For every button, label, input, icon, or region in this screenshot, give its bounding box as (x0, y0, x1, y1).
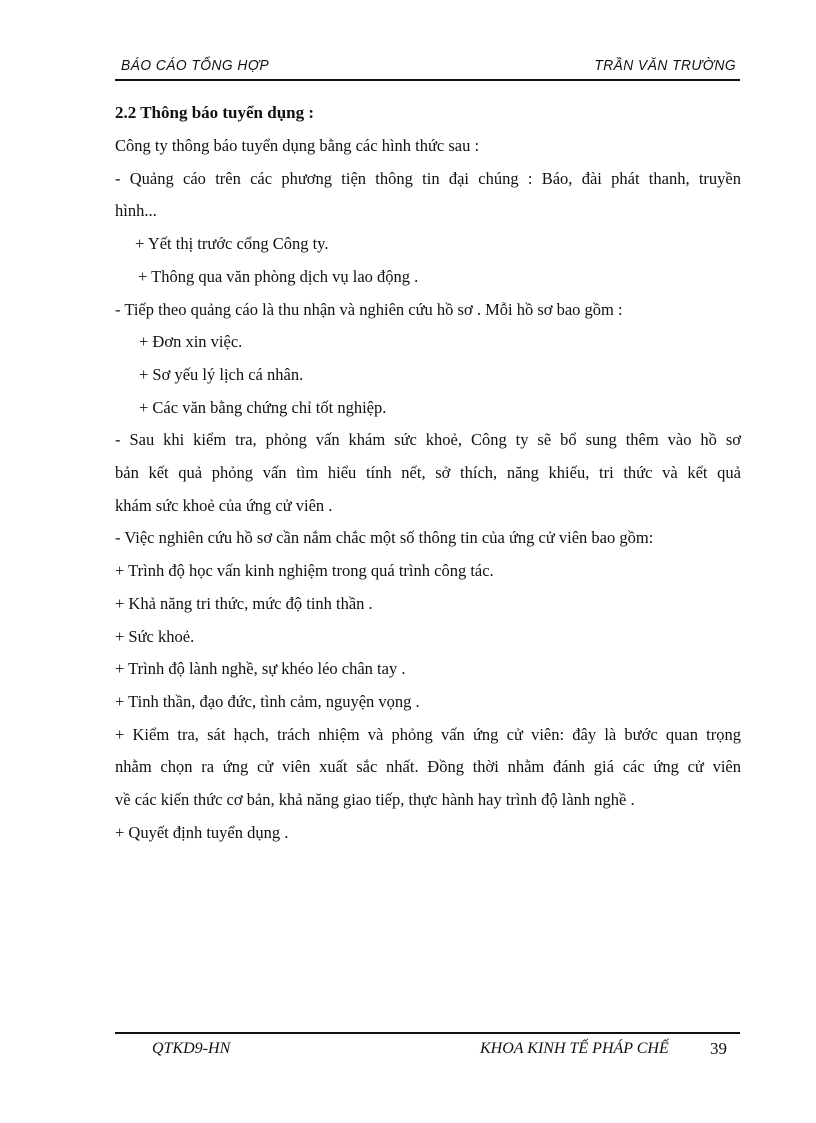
page-header (115, 55, 740, 81)
list-item: + Thông qua văn phòng dịch vụ lao động . (138, 266, 419, 286)
paragraph-line: nhằm chọn ra ứng cử viên xuất sắc nhất. Đồng thời nhằm đánh giá các ứng cử viên (115, 757, 741, 777)
list-item: + Sơ yếu lý lịch cá nhân. (139, 364, 304, 384)
section-heading: 2.2 Thông báo tuyển dụng : (115, 103, 315, 122)
header-report-title: BÁO CÁO TỔNG HỢP (121, 57, 270, 74)
footer-faculty: KHOA KINH TẾ PHÁP CHẾ (480, 1040, 669, 1057)
paragraph-line: - Tiếp theo quảng cáo là thu nhận và nghiên cứu hồ sơ . Mỗi hồ sơ bao gồm : (115, 299, 623, 319)
list-item: + Kiểm tra, sát hạch, trách nhiệm và phỏng vấn ứng cử viên: đây là bước quan trọng (115, 724, 741, 744)
section-body (115, 96, 741, 849)
list-item: + Trình độ lành nghề, sự khéo léo chân tay . (115, 659, 406, 679)
list-item: + Yết thị trước cổng Công ty. (135, 234, 329, 254)
list-item: + Đơn xin việc. (139, 332, 243, 352)
paragraph-line: Công ty thông báo tuyển dụng bằng các hình thức sau : (115, 136, 480, 155)
header-author-name: TRẦN VĂN TRƯỜNG (594, 57, 736, 74)
list-item: + Tinh thần, đạo đức, tình cảm, nguyện vọng . (115, 691, 420, 711)
paragraph-line: - Quảng cáo trên các phương tiện thông tin đại chúng : Báo, đài phát thanh, truyền (115, 168, 741, 188)
paragraph-line: khám sức khoẻ của ứng cử viên . (115, 495, 333, 515)
header-divider (115, 79, 740, 81)
footer-divider (115, 1032, 740, 1034)
paragraph-line: về các kiến thức cơ bản, khả năng giao tiếp, thực hành hay trình độ lành nghề . (115, 790, 635, 810)
page-number: 39 (710, 1039, 727, 1058)
paragraph-line: - Sau khi kiểm tra, phỏng vấn khám sức khoẻ, Công ty sẽ bổ sung thêm vào hồ sơ (115, 430, 741, 450)
paragraph-line: hình... (115, 201, 157, 221)
list-item: + Quyết định tuyển dụng . (115, 822, 289, 842)
footer-class-code: QTKD9-HN (152, 1040, 231, 1057)
paragraph-line: - Việc nghiên cứu hồ sơ cần nắm chắc một số thông tin của ứng cử viên bao gồm: (115, 528, 654, 548)
list-item: + Khả năng tri thức, mức độ tinh thần . (115, 593, 373, 613)
paragraph-line: bản kết quả phỏng vấn tìm hiểu tính nết, sở thích, năng khiếu, tri thức và kết quả (115, 463, 741, 483)
list-item: + Sức khoẻ. (115, 626, 195, 646)
list-item: + Các văn bằng chứng chỉ tốt nghiệp. (139, 397, 387, 417)
list-item: + Trình độ học vấn kinh nghiệm trong quá trình công tác. (115, 561, 494, 581)
